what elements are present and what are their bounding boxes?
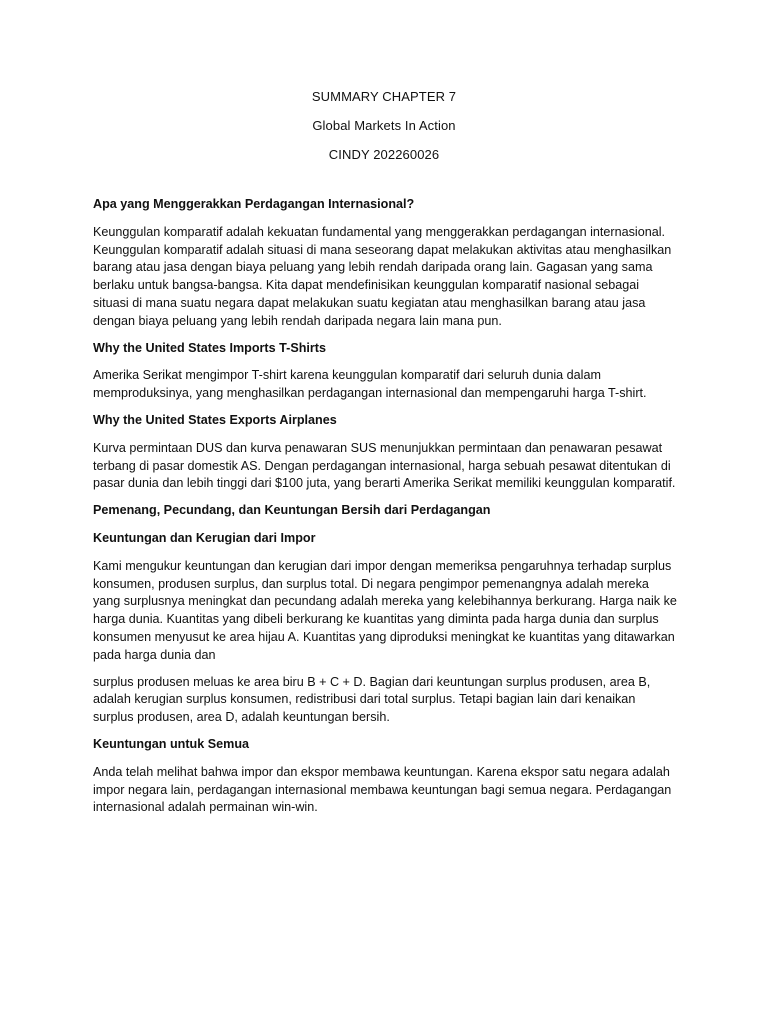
document-header [0,88,768,175]
document-author: CINDY 202260026 [328,147,440,162]
document-subtitle: Global Markets In Action [312,118,456,133]
section-heading-gains-for-all: Keuntungan untuk Semua [93,736,250,751]
section-paragraph-gains-losses-imports: Kami mengukur keuntungan dan kerugian dari impor dengan memeriksa pengaruhnya terhadap surplus konsumen, produsen surplus, dan surplus total. Di negara pengimpor pemenangnya adalah mereka yang surplusnya meningkat dan pecundang adalah mereka yang kelebihannya berkurang. Harga naik ke harga dunia. Kuantitas yang dibeli berkurang ke kuantitas yang diminta pada harga dunia dan surplus konsumen menyusut ke area hijau A. Kuantitas yang diproduksi meningkat ke kuantitas yang ditawarkan pada harga dunia dan [93,558,677,662]
document-body [93,196,678,826]
section-heading-winners-losers: Pemenang, Pecundang, dan Keuntungan Bersih dari Perdagangan [93,503,491,518]
section-heading-imports-tshirts: Why the United States Imports T-Shirts [93,340,327,355]
section-heading-what-drives-trade: Apa yang Menggerakkan Perdagangan Internasional? [93,197,415,211]
section-paragraph-what-drives-trade: Keunggulan komparatif adalah kekuatan fundamental yang menggerakkan perdagangan internasional. Keunggulan komparatif adalah situasi di mana seseorang dapat melakukan aktivitas atau menghasilkan barang atau jasa dengan biaya peluang yang lebih rendah daripada orang lain. Gagasan yang sama berlaku untuk bangsa-bangsa. Kita dapat mendefinisikan keunggulan komparatif nasional sebagai situasi di mana suatu negara dapat melakukan suatu kegiatan atau menghasilkan barang atau jasa dengan biaya peluang yang lebih rendah daripada negara lain mana pun. [93,224,672,328]
document-title: SUMMARY CHAPTER 7 [311,89,457,104]
section-heading-exports-airplanes: Why the United States Exports Airplanes [93,412,337,427]
section-paragraph-gains-for-all: Anda telah melihat bahwa impor dan ekspor membawa keuntungan. Karena ekspor satu negara adalah impor negara lain, perdagangan internasional membawa keuntungan bagi semua negara. Perdagangan internasional adalah permainan win-win. [93,764,672,815]
section-paragraph-gains-losses-imports-continued: surplus produsen meluas ke area biru B + C + D. Bagian dari keuntungan surplus produsen, area B, adalah kerugian surplus konsumen, redistribusi dari total surplus. Tetapi bagian lain dari kenaikan surplus produsen, area D, adalah keuntungan bersih. [93,674,651,725]
section-paragraph-exports-airplanes: Kurva permintaan DUS dan kurva penawaran SUS menunjukkan permintaan dan penawaran pesawat terbang di pasar domestik AS. Dengan perdagangan internasional, harga sebuah pesawat ditentukan di pasar dunia dan lebih tinggi dari $100 juta, yang berarti Amerika Serikat memiliki keunggulan komparatif. [93,440,676,491]
section-paragraph-imports-tshirts: Amerika Serikat mengimpor T-shirt karena keunggulan komparatif dari seluruh dunia dalam memproduksinya, yang menghasilkan perdagangan internasional dan mempengaruhi harga T-shirt. [93,368,647,401]
section-heading-gains-losses-imports: Keuntungan dan Kerugian dari Impor [93,530,316,545]
